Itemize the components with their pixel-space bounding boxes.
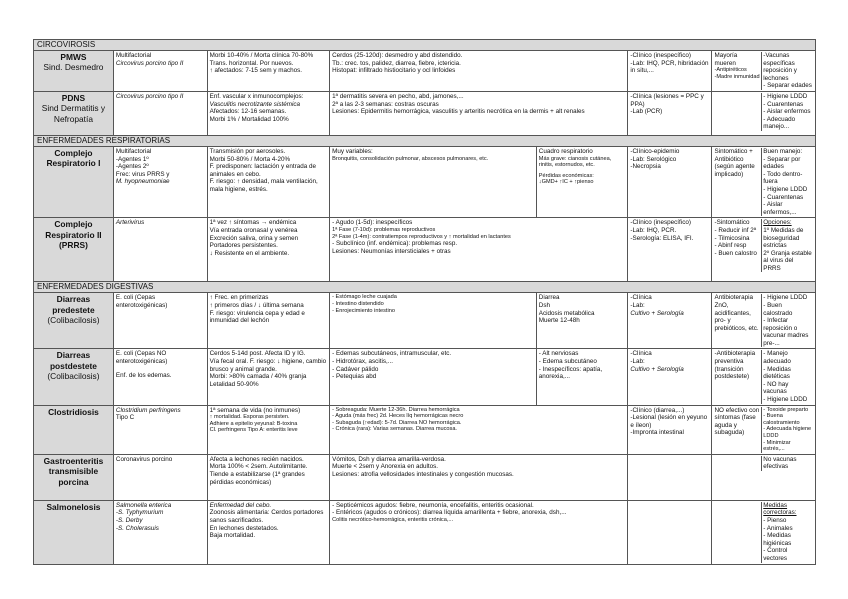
epi-line: F. riesgo: ↑ densidad, mala ventilación, mala higiene, estrés.	[209, 178, 318, 193]
clin-line: Lesiones: Epidermitis hemorrágica, vasculitis y arteritis necrótica en la dermis + alt renales	[332, 108, 585, 116]
etiology-line: Coronavirus porcino	[115, 455, 173, 463]
prev-line: Medidas correctoras:	[763, 501, 797, 517]
treatment-prevention-cell	[711, 293, 816, 349]
disease-subname: Sind. Desmedro	[43, 62, 104, 73]
row-complejo-respiratorio-2	[34, 218, 816, 282]
diag-line: -Lab: Serológico	[630, 155, 677, 163]
prev-line: - Minimizar estrés,...	[763, 439, 791, 453]
prev-line: - Cuarentenas	[763, 100, 804, 108]
etiology-line: Tipo C	[115, 414, 135, 422]
epi-line: Afecta a lechones recién nacidos.	[209, 455, 304, 463]
disease-subname: Respiratorio I	[46, 158, 101, 169]
epi-line: Portadores persistentes.	[209, 242, 278, 250]
epi-line: Transmisión por aerosoles.	[209, 147, 286, 155]
clin-line: - Intestino distendido	[332, 300, 384, 307]
prev-line: - Pienso	[763, 516, 787, 524]
epidemiology-cell	[207, 405, 330, 454]
clin-line: Vómitos, Dsh y diarrea amarilla-verdosa.	[332, 455, 446, 463]
prev-line: - Separar por edades	[763, 155, 801, 171]
clin-line: Más grave: cianosis cutánea, rinitis, estornudos, etc.	[538, 155, 612, 169]
treatment-prevention-cell	[711, 349, 816, 405]
clin-line: Lesiones: atrofia vellosidades intestinales y congestión mucosas.	[332, 470, 514, 478]
trat-line: Mayoría mueren	[714, 52, 738, 67]
clin-line: - Hidrotórax, ascitis,...	[332, 358, 394, 366]
diag-line: Cultivo + Serología	[630, 365, 684, 373]
trat-line: -Sintomático	[714, 219, 750, 227]
treatment-prevention-cell	[711, 51, 816, 92]
clin-line: Muerte < 2sem y Anorexia en adultos.	[332, 463, 439, 471]
etiology-cell	[113, 146, 207, 217]
prev-line: - Higiene LDDD	[763, 92, 808, 100]
diagnosis-cell	[628, 500, 711, 564]
diagnosis-cell	[628, 51, 711, 92]
prev-line: - Toxoide preparto	[763, 406, 809, 413]
epi-line: Afectados: 12-16 semanas.	[209, 108, 287, 116]
row-complejo-respiratorio-1	[34, 146, 816, 217]
disease-name: Salmonelosis	[46, 501, 101, 512]
clinical-cell-a	[330, 146, 537, 217]
clin-line: - Cadáver pálido	[332, 365, 379, 373]
summary-sheet	[33, 39, 816, 565]
epi-line: Tiende a estabilizarse (1ª grandes pérdidas económicas)	[209, 470, 305, 486]
prev-line: - Buen calostrado	[763, 301, 793, 317]
diag-line: -Serología: ELISA, IFI.	[630, 234, 694, 242]
epi-line: Cl. perfringens Tipo A: enteritis leve	[209, 427, 298, 434]
etiology-line: -S. Typhymurium	[115, 509, 164, 517]
prev-line: - Aislar enfermos,...	[763, 201, 797, 216]
epi-line: ↑ mortalidad. Esporas persisten.	[209, 414, 290, 421]
trat-line: - Tilmicosina	[714, 234, 750, 242]
epi-line: Excreción saliva, orina y semen	[209, 234, 299, 242]
section-header-respiratorias: ENFERMEDADES RESPIRATORIAS	[34, 135, 816, 146]
prev-line: - Todo dentro-fuera	[763, 170, 803, 186]
etiology-cell	[113, 51, 207, 92]
diagnosis-cell	[628, 405, 711, 454]
clinical-cell-b	[536, 349, 628, 405]
epi-line: Adhiere a epitelio yeyunal: B-toxina	[209, 420, 298, 427]
prev-line: - Adecuada higiene LDDD	[763, 426, 812, 439]
epi-line: ↓ Resistente en el ambiente.	[209, 249, 290, 257]
epi-line: ↑ afectados: 7-15 sem y machos.	[209, 67, 303, 75]
clin-line: 2ª a las 2-3 semanas: costras oscuras	[332, 100, 439, 108]
clin-line: - Subclínico (inf. endémica): problemas resp.	[332, 240, 458, 248]
disease-name: Gastroenteritis transmisible porcina	[43, 455, 104, 487]
row-gastroenteritis	[34, 454, 816, 500]
trat-line: Sintomático + Antibiótico (según agente implicado)	[714, 147, 755, 178]
etiology-line: E. coli (Cepas enterotoxigénicas)	[115, 294, 168, 309]
etiology-cell	[113, 500, 207, 564]
row-salmonelosis	[34, 500, 816, 564]
epi-line: Enfermedad del cebo.	[209, 501, 272, 509]
epi-line: Trans. horizontal. Por nuevos.	[209, 59, 294, 67]
disease-name: Diarreas postdestete	[49, 350, 97, 371]
clin-line: Histopat: infiltrado histiocitario y ocl linfoides	[332, 67, 456, 75]
clin-line: - Estómago leche cuajada	[332, 294, 397, 301]
trat-line: -Madre inmunidad	[714, 73, 760, 80]
prev-line: - Separar edades	[763, 82, 812, 90]
etiology-line: Multifactorial	[115, 147, 152, 155]
epi-line: ↑ Frec. en primerizas	[209, 294, 269, 302]
clin-line: - Enrojecimiento intestino	[332, 307, 395, 314]
clinical-cell	[330, 51, 628, 92]
clinical-cell	[330, 218, 628, 282]
disease-subname: Respiratorio II (PRRS)	[45, 229, 102, 251]
row-pmws	[34, 51, 816, 92]
prev-line: -Vacunas específicas	[763, 52, 795, 67]
diagnosis-cell	[628, 218, 711, 282]
clin-line: Muerte 12-48h	[538, 317, 580, 325]
etiology-line: Clostridium perfringens	[115, 406, 181, 414]
clin-line: - Sobreaguda: Muerte 12-36h. Diarrea hemorrágica	[332, 406, 460, 413]
section-header-circovirosis: CIRCOVIROSIS	[34, 40, 816, 51]
clin-line: Cuadro respiratorio	[538, 147, 593, 155]
clinical-cell-a	[330, 349, 537, 405]
treatment-prevention-cell	[711, 405, 816, 454]
clinical-cell	[330, 91, 628, 135]
epi-line: Morbi 10-40% / Morta clínica 70-80%	[209, 52, 314, 59]
row-diarreas-postdestete	[34, 349, 816, 405]
treatment-prevention-cell	[711, 454, 816, 500]
prev-line: - Control vectores	[763, 547, 788, 562]
clinical-cell	[330, 405, 628, 454]
disease-name-cell	[34, 500, 114, 564]
clinical-cell	[330, 454, 628, 500]
row-pdns	[34, 91, 816, 135]
clin-line: - Crónica (rara): Varias semanas. Diarrea mucosa.	[332, 426, 457, 433]
diag-line: -Lab (PCR)	[630, 108, 663, 116]
clin-line: - Edemas subcutáneos, intramuscular, etc.	[332, 350, 452, 358]
diagnosis-cell	[628, 91, 711, 135]
epi-line: Baja mortalidad.	[209, 532, 256, 540]
prev-line: - Aislar enfermos	[763, 108, 811, 116]
disease-subname: (Colibacilosis)	[47, 315, 100, 326]
trat-line: ZnO, acidificantes, pro- y prebióticos, etc.	[714, 301, 759, 332]
diagnosis-cell	[628, 349, 711, 405]
disease-name: Complejo	[54, 147, 93, 158]
trat-line: - Abinf resp	[714, 242, 747, 250]
epi-line: F. riesgo: virulencia cepa y edad e inmunidad del lechón	[209, 309, 305, 325]
clin-line: Diarrea	[538, 294, 560, 302]
etiology-cell	[113, 454, 207, 500]
diag-line: -Clínica	[630, 350, 652, 358]
clin-line: Tb.: crec. tos, palidez, diarrea, fiebre, ictericia.	[332, 59, 461, 67]
prev-line: 1º Medidas de bioseguridad estrictas	[763, 226, 804, 250]
disease-name-cell	[34, 405, 114, 454]
prev-line: - Manejo adecuado	[763, 350, 791, 366]
clin-line: Pérdidas económicas:	[538, 172, 594, 179]
clin-line: Dsh	[538, 301, 550, 309]
etiology-line: Circovirus porcino tipo II	[115, 92, 184, 100]
clin-line: ↓GMD+ ↑IC + ↑pienso	[538, 179, 594, 186]
epidemiology-cell	[207, 146, 330, 217]
epidemiology-cell	[207, 349, 330, 405]
prev-line: 2º Granja estable al virus del PRRS	[763, 249, 812, 272]
diag-line: Cultivo + Serología	[630, 309, 684, 317]
clin-line: Bronquitis, consolidación pulmonar, abscesos pulmonares, etc.	[332, 155, 489, 162]
etiology-line: Frec: virus PRRS y	[115, 170, 170, 178]
prev-line: Buen manejo:	[763, 147, 803, 155]
prev-line: Opciones:	[763, 219, 792, 227]
epi-line: Morta 100% < 2sem. Autolimitante.	[209, 463, 308, 471]
clin-line: - Alt nerviosas	[538, 350, 579, 358]
disease-name: PDNS	[61, 92, 86, 103]
disease-name: Diarreas predestete	[52, 294, 95, 315]
etiology-line: -Agentes 1º	[115, 155, 149, 163]
clin-line: - Aguda (más frec) 2d. Heces líq hemorrágicas necro	[332, 413, 464, 420]
epidemiology-cell	[207, 500, 330, 564]
diag-line: -Impronta intestinal	[630, 429, 684, 437]
diag-line: -Clínico (inespecífico)	[630, 52, 691, 59]
clin-line: - Edema subcutáneo	[538, 358, 597, 366]
prev-line: - Animales	[763, 524, 793, 532]
epi-line: Enf. vascular x inmunocomplejos:	[209, 92, 304, 100]
prev-line: - Adecuado manejo...	[763, 115, 796, 131]
prev-line: - NO hay vacunas	[763, 380, 789, 396]
disease-name-cell	[34, 454, 114, 500]
trat-line: NO efectivo con síntomas (fase aguda y subaguda)	[714, 406, 760, 437]
clin-line: - Subaguda (↑edad): 5-7d. Diarrea NO hemorrágica.	[332, 419, 462, 426]
epi-line: Vía fecal oral. F. riesgo: ↓ higiene, cambio brusco y animal grande.	[209, 358, 327, 373]
disease-subname: (Colibacilosis)	[47, 371, 100, 382]
clin-line: - Entéricos (agudos o crónicos): diarrea líquida amarillenta + fiebre, anorexia, dsh,...	[332, 509, 567, 517]
trat-line: - Reducir inf 2ª	[714, 226, 757, 234]
epi-line: F. predisponen: lactación y entrada de animales en cebo.	[209, 163, 317, 178]
diagnosis-cell	[628, 146, 711, 217]
treatment-prevention-cell	[711, 91, 816, 135]
treatment-prevention-cell	[711, 500, 816, 564]
prev-line: - Higiene LDDD	[763, 185, 808, 193]
clin-line: Acidosis metabólica	[538, 309, 595, 317]
clin-line: Colitis necrótico-hemorrágica, enteritis crónica,...	[332, 516, 454, 523]
epi-line: 1ª vez ↑ síntomas → endémica	[209, 219, 297, 227]
trat-line: Antibioterapia	[714, 294, 754, 302]
epi-line: Zoonosis alimentaria: Cerdos portadores sanos sacrificados.	[209, 509, 324, 524]
prev-line: reposición y lechones	[763, 67, 797, 82]
clin-line: - Septicémicos agudos: fiebre, neumonía, encefalitis, enteritis ocasional.	[332, 501, 534, 509]
epi-line: Letalidad 50-90%	[209, 380, 259, 388]
clin-line: - Petequias abd	[332, 373, 377, 381]
disease-name-cell	[34, 293, 114, 349]
disease-name-cell	[34, 349, 114, 405]
clinical-cell-a	[330, 293, 537, 349]
trat-line: -Antibioterapia preventiva (transición postdestete)	[714, 350, 756, 381]
trat-line: -Antipiréticos	[714, 67, 747, 74]
etiology-cell	[113, 405, 207, 454]
epi-line: Cerdos 5-14d post. Afecta ID y IG.	[209, 350, 306, 358]
diag-line: -Lab:	[630, 358, 645, 366]
diag-line: -Lab: IHQ, PCR, hibridación in situ,...	[630, 59, 709, 75]
etiology-line: -Agentes 2º	[115, 163, 149, 171]
prev-line: - Higiene LDDD	[763, 396, 808, 404]
diagnosis-cell	[628, 454, 711, 500]
prev-line: - Cuarentenas	[763, 193, 804, 201]
disease-name: Clostridiosis	[48, 406, 99, 417]
clinical-cell	[330, 500, 628, 564]
epi-line: Vía entrada oronasal y venérea	[209, 226, 298, 234]
disease-name-cell	[34, 51, 114, 92]
diag-line: -Lab:	[630, 301, 645, 309]
clin-line: 2ª Fase (1-4m): contratiempos reproductivos y ↑ mortalidad en lactantes	[332, 233, 511, 240]
etiology-line: E. coli (Cepas NO enterotoxigénicas)	[115, 350, 168, 366]
prev-line: No vacunas efectivas	[763, 455, 797, 471]
etiology-line: Salmonella enterica	[115, 501, 172, 509]
etiology-cell	[113, 91, 207, 135]
disease-name: PMWS	[60, 52, 87, 62]
diag-line: -Clínica (lesiones = PPC y PPA)	[630, 92, 704, 108]
diag-line: -Clínica	[630, 294, 652, 302]
epidemiology-cell	[207, 293, 330, 349]
etiology-line: -S. Cholerasuis	[115, 524, 159, 532]
etiology-line: Enf. de los edemas.	[115, 371, 172, 379]
etiology-line: Circovirus porcino tipo II	[115, 59, 184, 67]
epi-line: Morbi 50-80% / Morta 4-20%	[209, 155, 291, 163]
clin-line: Lesiones: Neumonías intersticiales + otras	[332, 247, 451, 255]
prev-line: - Medidas higiénicas	[763, 532, 792, 547]
clinical-cell-b	[536, 146, 628, 217]
clin-line: Cerdos (25-120d): desmedro y abd distendido.	[332, 52, 463, 59]
prev-line: - Higiene LDDD	[763, 294, 808, 302]
row-diarreas-predestete	[34, 293, 816, 349]
epi-line: Vasculitis necrotizante sistémica	[209, 100, 301, 108]
etiology-line: Arterivirus	[115, 219, 145, 227]
etiology-line: Multifactorial	[115, 52, 152, 59]
epi-line: En lechones destetados.	[209, 524, 279, 532]
epi-line: ↑ primeros días / ↓ última semana	[209, 301, 304, 309]
prev-line: - Buena calostramiento	[763, 413, 800, 426]
epidemiology-cell	[207, 91, 330, 135]
diag-line: -Clínico (diarrea,...)	[630, 406, 685, 414]
diag-line: -Clínico (inespecífico)	[630, 219, 691, 227]
epidemiology-cell	[207, 51, 330, 92]
clin-line: 1ª Fase (7-10d): problemas reproductivos	[332, 226, 436, 233]
etiology-line: M. hyopneumoniae	[115, 178, 170, 186]
epidemiology-cell	[207, 218, 330, 282]
disease-name-cell	[34, 218, 114, 282]
etiology-line: -S. Derby	[115, 516, 143, 524]
trat-line: - Buen calostro	[714, 249, 757, 257]
diag-line: -Lesional (lesión en yeyuno e íleon)	[630, 414, 708, 429]
disease-table	[33, 39, 816, 565]
diag-line: -Necropsia	[630, 163, 661, 171]
clin-line: Muy variables:	[332, 147, 373, 155]
prev-line: - Infectar reposición o vacunar madres pre-...	[763, 317, 809, 347]
epidemiology-cell	[207, 454, 330, 500]
treatment-prevention-cell	[711, 146, 816, 217]
row-clostridiosis	[34, 405, 816, 454]
etiology-cell	[113, 293, 207, 349]
epi-line: Morbi: >80% camada / 40% granja	[209, 373, 307, 381]
disease-subname: Sind Dermatitis y Nefropatía	[41, 103, 106, 124]
disease-name-cell	[34, 91, 114, 135]
clin-line: 1ª dermatitis severa en pecho, abd, jamones,...	[332, 92, 464, 100]
epi-line: 1ª semana de vida (no inmunes)	[209, 406, 301, 414]
section-header-digestivas: ENFERMEDADES DIGESTIVAS	[34, 282, 816, 293]
treatment-prevention-cell	[711, 218, 816, 282]
etiology-cell	[113, 349, 207, 405]
clin-line: - Agudo (1-5d): inespecíficos	[332, 219, 413, 227]
diag-line: -Clínico-epidemio	[630, 147, 680, 155]
diag-line: -Lab: IHQ, PCR.	[630, 226, 677, 234]
etiology-cell	[113, 218, 207, 282]
epi-line: Morbi 1% / Mortalidad 100%	[209, 115, 289, 123]
prev-line: - Medidas dietéticas	[763, 365, 791, 381]
disease-name-cell	[34, 146, 114, 217]
clin-line: - Inespecíficos: apatía, anorexia,...	[538, 365, 603, 381]
diagnosis-cell	[628, 293, 711, 349]
disease-name: Complejo	[54, 219, 93, 230]
clinical-cell-b	[536, 293, 628, 349]
